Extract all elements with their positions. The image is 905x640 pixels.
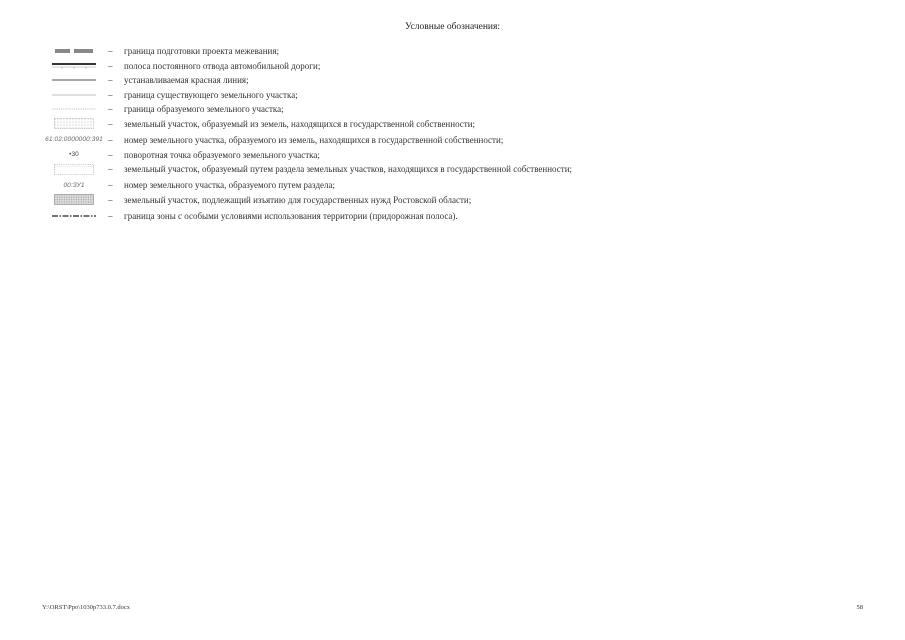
legend-dash: – — [108, 118, 113, 129]
legend-text: устанавливаемая красная линия; — [124, 75, 249, 86]
legend-item — [40, 149, 860, 164]
legend-item — [40, 134, 860, 149]
legend-text: земельный участок, образуемый путем раздела земельных участков, находящихся в государственной собственности; — [124, 164, 573, 175]
division-number-label: 00:ЗУ1 — [63, 181, 85, 189]
legend-text: граница существующего земельного участка; — [124, 89, 298, 100]
legend-dash: – — [108, 89, 113, 100]
legend-text: полоса постоянного отвода автомобильной дороги; — [124, 60, 321, 71]
legend-dash: – — [108, 164, 113, 175]
division-parcel-icon — [50, 163, 98, 175]
legend-title: Условные обозначения: — [404, 22, 500, 32]
footer-file-path: Y:\ORST\Ppo\1030p733.0.7.docx — [42, 604, 131, 611]
legend-text: поворотная точка образуемого земельного участка; — [124, 149, 320, 160]
legend-item — [40, 210, 860, 225]
red-line-icon — [50, 74, 98, 86]
legend-item — [40, 45, 860, 60]
legend-dash: – — [108, 194, 113, 205]
roadside-zone-boundary-icon — [50, 210, 98, 222]
new-parcel-boundary-icon — [50, 103, 98, 115]
legend-item — [40, 74, 860, 89]
legend-text: граница зоны с особыми условиями использования территории (придорожная полоса). — [124, 210, 458, 221]
existing-parcel-boundary-icon — [50, 89, 98, 101]
parcel-number-sample — [45, 134, 103, 146]
legend-item — [40, 103, 860, 118]
legend-text: граница образуемого земельного участка; — [124, 104, 284, 115]
legend-text: граница подготовки проекта межевания; — [124, 46, 280, 56]
legend-dash: – — [108, 104, 113, 115]
road-allotment-strip-icon — [50, 60, 98, 72]
legend-text: земельный участок, подлежащий изъятию для государственных нужд Ростовской области; — [124, 194, 472, 205]
legend-text: номер земельного участка, образуемого из земель, находящихся в государственной собственности; — [124, 134, 504, 145]
state-land-parcel-icon — [50, 118, 98, 130]
legend-list — [40, 45, 860, 224]
legend-dash: – — [108, 134, 113, 145]
seizure-parcel-icon — [50, 194, 98, 206]
legend-item — [40, 179, 860, 194]
division-number-sample — [50, 179, 98, 191]
turning-point-sample — [50, 149, 98, 161]
legend-dash: – — [108, 180, 113, 191]
legend-item — [40, 89, 860, 104]
legend-text: номер земельного участка, образуемого путем раздела; — [124, 180, 335, 191]
footer-page-number: 58 — [856, 604, 863, 611]
legend-text: земельный участок, образуемый из земель, находящихся в государственной собственности; — [124, 118, 476, 129]
mezhevanie-boundary-icon — [50, 45, 98, 57]
legend-item — [40, 194, 860, 210]
legend-item — [40, 60, 860, 75]
legend-dash: – — [108, 75, 113, 86]
legend-dash: – — [108, 210, 113, 221]
legend-item — [40, 118, 860, 134]
legend-dash: – — [108, 46, 113, 56]
legend-dash: – — [108, 149, 113, 160]
legend-item — [40, 163, 860, 179]
turning-point-label: •30 — [69, 151, 79, 159]
legend-dash: – — [108, 60, 113, 71]
parcel-number-label: 61:02:0000000:391 — [45, 136, 103, 144]
